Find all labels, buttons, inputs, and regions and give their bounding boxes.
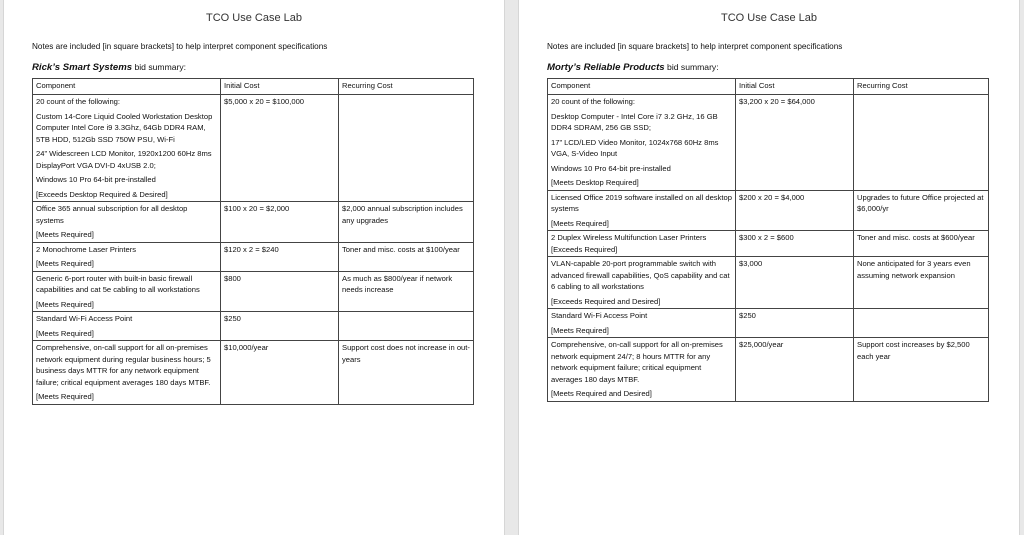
table-row [548,231,989,257]
recurring-cost-cell: $2,000 annual subscription includes any upgrades [339,202,474,243]
component-cell [548,309,736,338]
page-title: TCO Use Case Lab [721,12,817,24]
component-text: 2 Monochrome Laser Printers [36,244,137,254]
table-row [33,271,474,312]
table-row [548,190,989,231]
table-header-row [33,79,474,95]
component-text: Office 365 annual subscription for all desktop systems [36,204,188,225]
bid-table [32,78,474,405]
recurring-cost-cell: Support cost does not increase in out-years [339,341,474,405]
table-row [548,309,989,338]
header-initial-cost: Initial Cost [221,79,339,95]
requirement-note: [Meets Desktop Required] [551,178,639,187]
notes-line: Notes are included [in square brackets] to help interpret component specifications [32,42,328,51]
requirement-note: [Meets Required] [36,259,94,268]
bid-summary-heading [32,62,186,73]
component-text: 17” LCD/LED Video Monitor, 1024x768 60Hz 8ms VGA, S-Video Input [551,137,719,158]
component-text: 24” Widescreen LCD Monitor, 1920x1200 60Hz 8ms DisplayPort VGA DVI-D 4xUSB 2.0; [36,149,212,170]
vendor-name: Morty’s Reliable Products [547,62,665,73]
component-text: Desktop Computer - Intel Core i7 3.2 GHz, 16 GB DDR4 SDRAM, 256 GB SSD; [551,111,718,132]
initial-cost-cell: $25,000/year [736,338,854,402]
notes-line: Notes are included [in square brackets] to help interpret component specifications [547,42,843,51]
bid-summary-suffix: bid summary: [132,62,187,72]
requirement-note: [Meets Required] [36,328,94,338]
component-cell [548,95,736,191]
component-text: 2 Duplex Wireless Multifunction Laser Printers [Exceeds Required] [551,233,707,254]
component-cell [548,190,736,231]
table-row [33,242,474,271]
initial-cost-cell: $120 x 2 = $240 [221,242,339,271]
component-text: Windows 10 Pro 64-bit pre-installed [36,175,156,184]
table-row [33,312,474,341]
component-text: 20 count of the following: [36,97,121,106]
requirement-note: [Exceeds Required and Desired] [551,296,661,306]
recurring-cost-cell [339,312,474,341]
initial-cost-cell: $10,000/year [221,341,339,405]
initial-cost-cell: $300 x 2 = $600 [736,231,854,257]
right-document-page [519,0,1019,535]
header-component: Component [33,79,221,95]
page-title: TCO Use Case Lab [206,12,302,24]
requirement-note: [Meets Required] [551,325,609,335]
header-recurring-cost: Recurring Cost [339,79,474,95]
component-text: Comprehensive, on-call support for all on-premises network equipment during regular business hours; 5 business days MTTR for any network equipment failure; critical equipment averages 180 days MTBF. [36,343,211,387]
component-text: VLAN-capable 20-port programmable switch with advanced firewall capabilities, QoS capability and cat 6 cabling to all workstations [551,259,730,291]
table-row [548,257,989,309]
component-cell [33,312,221,341]
recurring-cost-cell [854,95,989,191]
table-header-row [548,79,989,95]
initial-cost-cell: $100 x 20 = $2,000 [221,202,339,243]
component-text: Generic 6-port router with built-in basic firewall capabilities and cat 5e cabling to all workstations [36,273,200,294]
table-row [548,338,989,402]
vendor-name: Rick’s Smart Systems [32,62,133,73]
requirement-note: [Meets Required] [551,218,609,228]
header-recurring-cost: Recurring Cost [854,79,989,95]
component-text: Standard Wi-Fi Access Point [551,311,648,320]
table-row [33,95,474,202]
component-cell [548,257,736,309]
component-text: Standard Wi-Fi Access Point [36,314,133,323]
recurring-cost-cell: Upgrades to future Office projected at $6,000/yr [854,190,989,231]
initial-cost-cell: $200 x 20 = $4,000 [736,190,854,231]
initial-cost-cell: $5,000 x 20 = $100,000 [221,95,339,202]
component-text: 20 count of the following: [551,97,636,106]
table-row [33,341,474,405]
recurring-cost-cell: Support cost increases by $2,500 each year [854,338,989,402]
recurring-cost-cell: As much as $800/year if network needs increase [339,271,474,312]
initial-cost-cell: $3,200 x 20 = $64,000 [736,95,854,191]
requirement-note: [Exceeds Desktop Required & Desired] [36,189,168,199]
table-row [548,95,989,191]
component-cell [33,202,221,243]
recurring-cost-cell: None anticipated for 3 years even assuming network expansion [854,257,989,309]
initial-cost-cell: $250 [736,309,854,338]
initial-cost-cell: $3,000 [736,257,854,309]
component-cell [33,271,221,312]
component-text: Windows 10 Pro 64-bit pre-installed [551,163,671,173]
component-text: Custom 14-Core Liquid Cooled Workstation Desktop Computer Intel Core i9 3.3Ghz, 64Gb DDR4 RAM, 5TB HDD, 512Gb SSD 750W PSU, Wi-Fi [36,111,213,144]
component-cell [548,338,736,402]
requirement-note: [Meets Required] [36,299,94,309]
recurring-cost-cell: Toner and misc. costs at $600/year [854,231,989,257]
left-document-page [4,0,504,535]
bid-table [547,78,989,402]
component-cell [548,231,736,257]
component-cell [33,341,221,405]
recurring-cost-cell [854,309,989,338]
initial-cost-cell: $250 [221,312,339,341]
recurring-cost-cell [339,95,474,202]
requirement-note: [Meets Required] [36,230,94,239]
component-text: Licensed Office 2019 software installed on all desktop systems [551,192,732,213]
header-component: Component [548,79,736,95]
initial-cost-cell: $800 [221,271,339,312]
header-initial-cost: Initial Cost [736,79,854,95]
requirement-note: [Meets Required] [36,392,94,401]
component-cell [33,95,221,202]
bid-summary-suffix: bid summary: [664,62,719,72]
component-text: Comprehensive, on-call support for all on-premises network equipment 24/7; 8 hours MTTR for any network equipment failure; critical equipment averages 180 days MTBF. [551,340,723,384]
table-row [33,202,474,243]
component-cell [33,242,221,271]
recurring-cost-cell: Toner and misc. costs at $100/year [339,242,474,271]
requirement-note: [Meets Required and Desired] [551,389,652,398]
bid-summary-heading [547,62,719,73]
